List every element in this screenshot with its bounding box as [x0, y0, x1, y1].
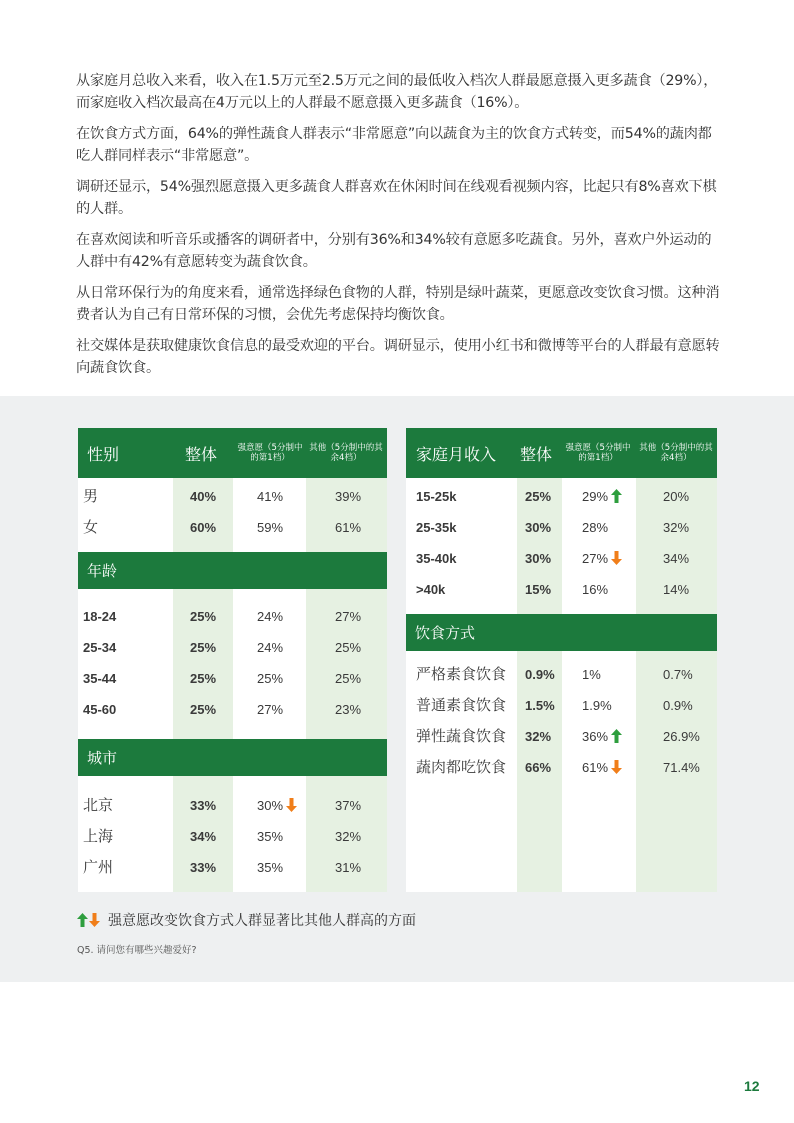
row-label	[416, 543, 456, 574]
row-label	[83, 512, 98, 543]
strong-intent-value	[582, 481, 622, 512]
table-row	[78, 663, 387, 694]
strong-intent-value	[582, 752, 622, 783]
legend	[77, 910, 416, 930]
strong-intent-value-text: 35%	[257, 860, 284, 875]
table-row	[78, 694, 387, 725]
row-label-text: 广州	[83, 858, 114, 876]
overall-value	[190, 852, 216, 883]
table-row	[78, 601, 387, 632]
other-value	[335, 663, 361, 694]
paragraph-income: 从家庭月总收入来看，收入在1.5万元至2.5万元之间的最低收入档次人群最愿意摄入更多蔬食（29%），而家庭收入档次最高在4万元以上的人群最不愿意摄入更多蔬食（16%）。	[76, 73, 718, 111]
section-city: 城市	[78, 739, 387, 776]
table-row	[406, 752, 717, 783]
overall-value-text: 25%	[525, 489, 552, 504]
strong-intent-value-text: 27%	[582, 551, 609, 566]
row-label-text: 严格素食饮食	[416, 665, 507, 683]
overall-value	[190, 790, 216, 821]
row-label-text: 上海	[83, 827, 114, 845]
row-label	[83, 790, 113, 821]
other-value	[335, 512, 361, 543]
header-strong-intent: 强意愿（5分制中的第1档）	[237, 443, 303, 463]
overall-value-text: 34%	[190, 829, 217, 844]
row-label-text: 男	[83, 487, 99, 505]
strong-intent-value	[582, 512, 608, 543]
header-other: 其他（5分制中的其余4档）	[639, 443, 713, 463]
strong-intent-value	[257, 632, 283, 663]
table-header	[406, 428, 717, 478]
row-label-text: 15-25k	[416, 489, 457, 504]
row-label-text: 女	[83, 518, 99, 536]
other-value-text: 37%	[335, 798, 362, 813]
section-age: 年龄	[78, 552, 387, 589]
overall-value-text: 0.9%	[525, 667, 555, 682]
header-income: 家庭月收入	[416, 444, 497, 464]
question-note: Q5. 请问您有哪些兴趣爱好?	[77, 945, 197, 956]
other-value	[335, 694, 361, 725]
row-label	[83, 632, 116, 663]
demographics-table	[78, 428, 387, 892]
overall-value	[525, 659, 555, 690]
strong-intent-value	[582, 543, 622, 574]
overall-value-text: 40%	[190, 489, 217, 504]
strong-intent-value	[257, 663, 283, 694]
other-value-text: 25%	[335, 640, 362, 655]
legend-arrows	[77, 913, 100, 927]
overall-value-text: 25%	[190, 702, 217, 717]
paragraph-social-media: 社交媒体是获取健康饮食信息的最受欢迎的平台。调研显示，使用小红书和微博等平台的人群最有意愿转向蔬食饮食。	[76, 338, 720, 376]
paragraph-reading: 在喜欢阅读和听音乐或播客的调研者中，分别有36%和34%较有意愿多吃蔬食。另外，喜欢户外运动的人群中有42%有意愿转变为蔬食饮食。	[76, 232, 712, 270]
strong-intent-value-text: 35%	[257, 829, 284, 844]
strong-intent-value	[582, 721, 622, 752]
overall-value	[190, 632, 216, 663]
overall-value-text: 33%	[190, 798, 217, 813]
overall-value	[190, 694, 216, 725]
legend-text: 强意愿改变饮食方式人群显著比其他人群高的方面	[108, 913, 416, 929]
overall-value-text: 1.5%	[525, 698, 555, 713]
body-text	[76, 70, 722, 388]
overall-value	[190, 663, 216, 694]
up-arrow-icon	[611, 489, 622, 503]
strong-intent-value	[582, 690, 612, 721]
strong-intent-value-text: 30%	[257, 798, 284, 813]
strong-intent-value	[257, 694, 283, 725]
overall-value-text: 60%	[190, 520, 217, 535]
strong-intent-value-text: 41%	[257, 489, 284, 504]
table-row	[78, 790, 387, 821]
strong-intent-value-text: 27%	[257, 702, 284, 717]
overall-value	[525, 752, 551, 783]
other-value	[663, 512, 689, 543]
down-arrow-icon	[611, 551, 622, 565]
income-diet-table	[406, 428, 717, 892]
strong-intent-value	[257, 790, 297, 821]
strong-intent-value-text: 61%	[582, 760, 609, 775]
strong-intent-value-text: 16%	[582, 582, 609, 597]
row-label	[416, 721, 506, 752]
overall-value-text: 30%	[525, 551, 552, 566]
header-gender: 性别	[87, 444, 120, 464]
other-value-text: 32%	[335, 829, 362, 844]
table-row	[78, 852, 387, 883]
overall-value-text: 15%	[525, 582, 552, 597]
strong-intent-value-text: 24%	[257, 640, 284, 655]
header-strong-intent: 强意愿（5分制中的第1档）	[565, 443, 631, 463]
table-row	[78, 632, 387, 663]
overall-value	[190, 481, 216, 512]
other-value-text: 39%	[335, 489, 362, 504]
strong-intent-value-text: 59%	[257, 520, 284, 535]
paragraph-green-habits: 从日常环保行为的角度来看，通常选择绿色食物的人群，特别是绿叶蔬菜，更愿意改变饮食习惯。这种消费者认为自己有日常环保的习惯，会优先考虑保持均衡饮食。	[76, 285, 720, 323]
row-label	[83, 852, 113, 883]
table-row	[406, 659, 717, 690]
table-row	[406, 574, 717, 605]
table-row	[78, 512, 387, 543]
table-row	[78, 821, 387, 852]
strong-intent-value-text: 1.9%	[582, 698, 612, 713]
row-label	[83, 694, 116, 725]
down-arrow-icon	[286, 798, 297, 812]
up-arrow-icon	[611, 729, 622, 743]
other-value-text: 26.9%	[663, 729, 700, 744]
table-row	[406, 481, 717, 512]
overall-value-text: 25%	[190, 609, 217, 624]
other-value-text: 0.7%	[663, 667, 693, 682]
row-label	[83, 821, 113, 852]
strong-intent-value	[257, 601, 283, 632]
table-row	[406, 543, 717, 574]
header-other: 其他（5分制中的其余4档）	[309, 443, 383, 463]
other-value	[335, 790, 361, 821]
row-label-text: 弹性蔬食饮食	[416, 727, 507, 745]
row-label-text: 35-44	[83, 671, 117, 686]
overall-value-text: 25%	[190, 640, 217, 655]
row-label-text: 45-60	[83, 702, 117, 717]
strong-intent-value-text: 25%	[257, 671, 284, 686]
row-label	[416, 481, 456, 512]
strong-intent-value	[257, 481, 283, 512]
section-diet: 饮食方式	[406, 614, 717, 651]
row-label	[416, 690, 506, 721]
other-value-text: 20%	[663, 489, 690, 504]
strong-intent-value-text: 24%	[257, 609, 284, 624]
overall-value	[525, 543, 551, 574]
other-value-text: 14%	[663, 582, 690, 597]
overall-value-text: 66%	[525, 760, 552, 775]
row-label-text: >40k	[416, 582, 446, 597]
other-value	[663, 752, 700, 783]
table-row	[406, 512, 717, 543]
row-label	[83, 601, 116, 632]
other-value	[663, 659, 693, 690]
other-value-text: 25%	[335, 671, 362, 686]
table-row	[406, 721, 717, 752]
down-arrow-icon	[89, 913, 100, 927]
row-label-text: 普通素食饮食	[416, 696, 507, 714]
strong-intent-value-text: 28%	[582, 520, 609, 535]
strong-intent-value	[582, 574, 608, 605]
strong-intent-value	[257, 821, 283, 852]
other-value-text: 32%	[663, 520, 690, 535]
overall-value	[525, 512, 551, 543]
row-label-text: 25-34	[83, 640, 117, 655]
other-value	[335, 632, 361, 663]
row-label-text: 35-40k	[416, 551, 457, 566]
strong-intent-value-text: 1%	[582, 667, 601, 682]
strong-intent-value	[257, 852, 283, 883]
row-label-text: 18-24	[83, 609, 117, 624]
table-row	[406, 690, 717, 721]
overall-value	[525, 690, 555, 721]
overall-value-text: 33%	[190, 860, 217, 875]
other-value-text: 27%	[335, 609, 362, 624]
other-value	[335, 852, 361, 883]
row-label	[416, 659, 506, 690]
overall-value	[190, 821, 216, 852]
row-label-text: 蔬肉都吃饮食	[416, 758, 507, 776]
other-value	[663, 690, 693, 721]
other-value	[335, 601, 361, 632]
other-value-text: 71.4%	[663, 760, 700, 775]
other-value-text: 61%	[335, 520, 362, 535]
overall-value	[525, 721, 551, 752]
strong-intent-value-text: 36%	[582, 729, 609, 744]
row-label	[83, 481, 98, 512]
page-number: 12	[744, 1078, 760, 1094]
header-overall: 整体	[185, 444, 218, 464]
row-label-text: 25-35k	[416, 520, 457, 535]
overall-value	[190, 601, 216, 632]
other-value	[335, 481, 361, 512]
other-value-text: 23%	[335, 702, 362, 717]
other-value-text: 0.9%	[663, 698, 693, 713]
paragraph-video: 调研还显示，54%强烈愿意摄入更多蔬食人群喜欢在休闲时间在线观看视频内容，比起只有8%喜欢下棋的人群。	[76, 179, 717, 217]
overall-value-text: 32%	[525, 729, 552, 744]
strong-intent-value-text: 29%	[582, 489, 609, 504]
row-label	[416, 752, 506, 783]
other-value-text: 31%	[335, 860, 362, 875]
overall-value	[190, 512, 216, 543]
other-value	[663, 481, 689, 512]
header-overall: 整体	[520, 444, 553, 464]
down-arrow-icon	[611, 760, 622, 774]
other-value	[663, 721, 700, 752]
other-value	[663, 543, 689, 574]
row-label	[416, 574, 445, 605]
strong-intent-value	[582, 659, 601, 690]
other-value	[335, 821, 361, 852]
overall-value	[525, 481, 551, 512]
table-row	[78, 481, 387, 512]
up-arrow-icon	[77, 913, 88, 927]
overall-value-text: 30%	[525, 520, 552, 535]
overall-value	[525, 574, 551, 605]
paragraph-diet: 在饮食方式方面，64%的弹性蔬食人群表示“非常愿意”向以蔬食为主的饮食方式转变，而54%的蔬肉都吃人群同样表示“非常愿意”。	[76, 126, 712, 164]
row-label	[416, 512, 456, 543]
row-label-text: 北京	[83, 796, 114, 814]
table-header	[78, 428, 387, 478]
other-value-text: 34%	[663, 551, 690, 566]
overall-value-text: 25%	[190, 671, 217, 686]
row-label	[83, 663, 116, 694]
other-value	[663, 574, 689, 605]
strong-intent-value	[257, 512, 283, 543]
